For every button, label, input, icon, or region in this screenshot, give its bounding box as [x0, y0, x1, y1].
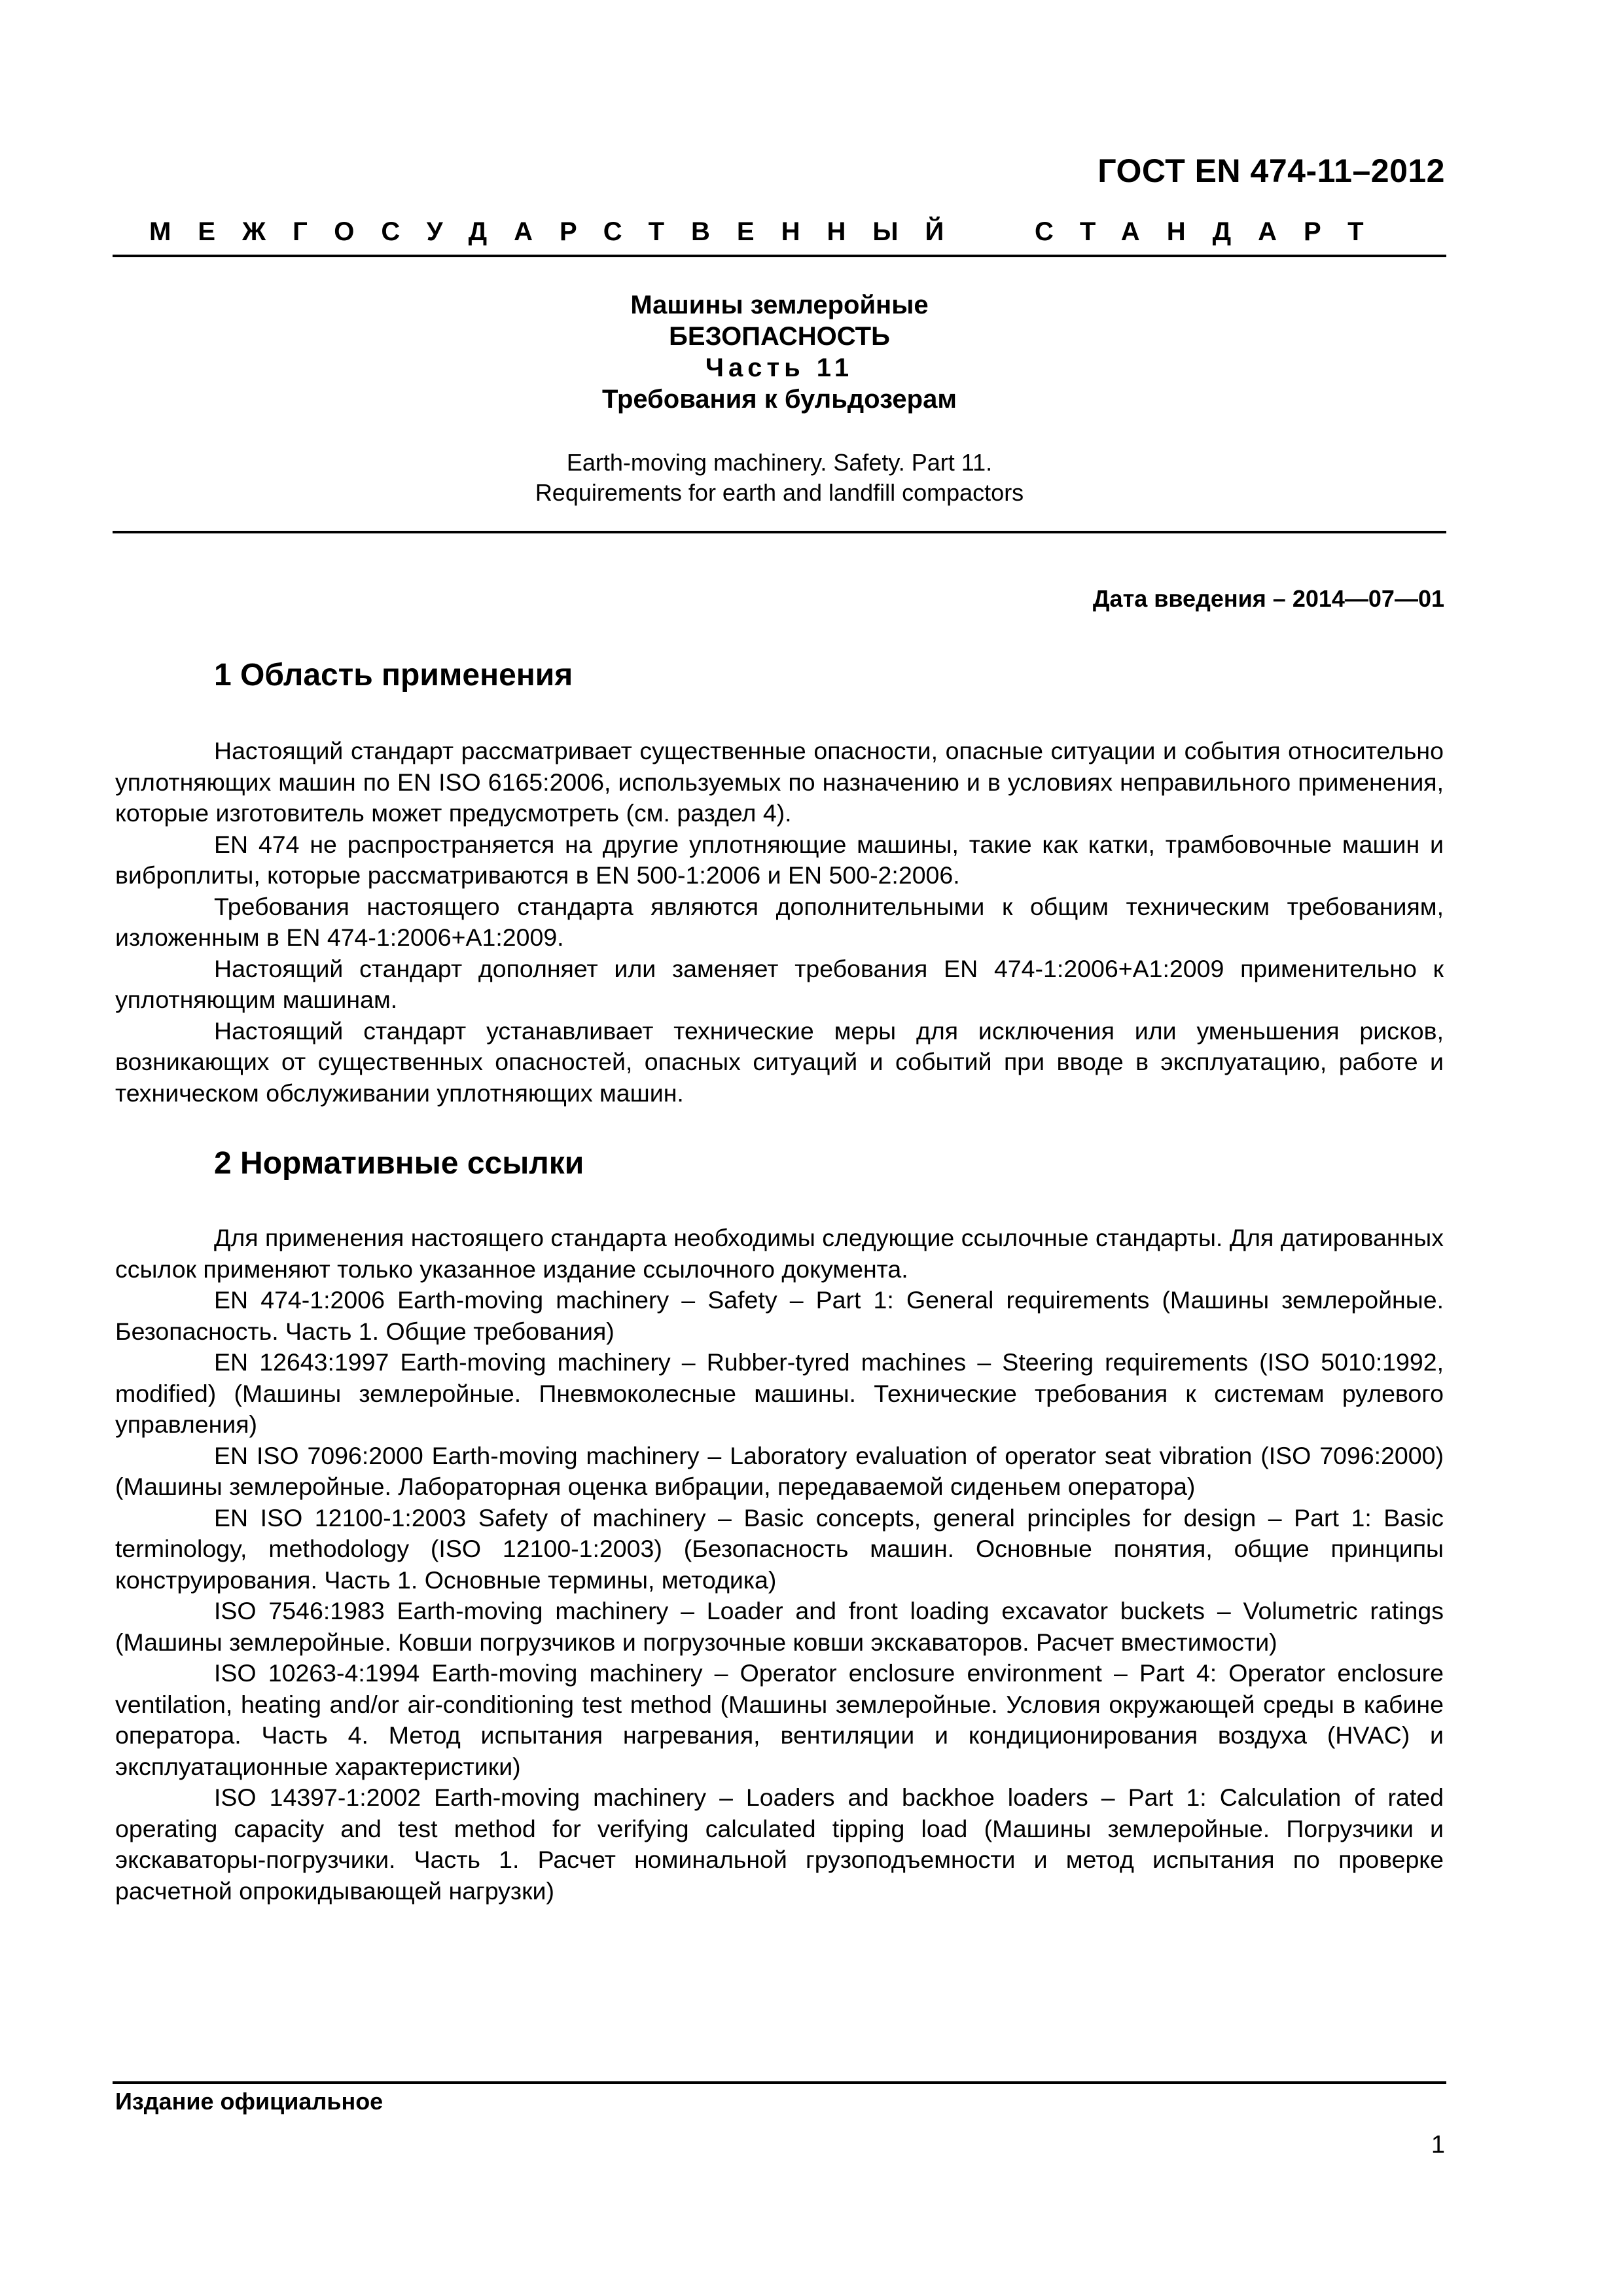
section-1-paragraph: Требования настоящего стандарта являются дополнительными к общим техническим требованиям, изложенным в EN 474-1:2006+A1:2009. — [115, 892, 1444, 951]
title-block — [113, 289, 1446, 508]
reference-item: ISO 7546:1983 Earth-moving machinery – Loader and front loading excavator buckets – Volumetric ratings (Машины землеройные. Ковши погрузчиков и погрузочные ковши экскаваторов. Расчет вместимости) — [115, 1597, 1444, 1656]
english-title-line-2: Requirements for earth and landfill compactors — [535, 479, 1024, 506]
title-line-4: Требования к бульдозерам — [602, 385, 957, 414]
section-2-paragraph: Для применения настоящего стандарта необходимы следующие ссылочные стандарты. Для датированных ссылок применяют только указанное издание ссылочного документа. — [115, 1224, 1444, 1283]
header-rule — [113, 255, 1446, 257]
reference-item: ISO 10263-4:1994 Earth-moving machinery – Operator enclosure environment – Part 4: Operator enclosure ventilation, heating and/or air-conditioning test method (Машины землеройные. Условия окружающей среды в кабине оператора. Часть 4. Метод испытания нагревания, вентиляции и кондиционирования воздуха (HVAC) и эксплуатационные характеристики) — [115, 1659, 1444, 1780]
section-1-paragraph: Настоящий стандарт дополняет или заменяет требования EN 474-1:2006+A1:2009 применительно к уплотняющим машинам. — [115, 954, 1444, 1013]
footer-rule — [113, 2081, 1446, 2084]
reference-item: ISO 14397-1:2002 Earth-moving machinery – Loaders and backhoe loaders – Part 1: Calculation of rated operating capacity and test method for verifying calculated tipping load (Машины землеройные. Погрузчики и экскаваторы-погрузчики. Часть 1. Расчет номинальной грузоподъемности и метод испытания по проверке расчетной опрокидывающей нагрузки) — [115, 1784, 1444, 1905]
title-line-1: Машины землеройные — [630, 291, 929, 319]
edition-label: Издание официальное — [115, 2088, 383, 2115]
section-1-paragraph: Настоящий стандарт рассматривает существенные опасности, опасные ситуации и события относительно уплотняющих машин по EN ISO 6165:2006, используемых по назначению и в условиях неправильного применения, которые изготовитель может предусмотреть (см. раздел 4). — [115, 737, 1444, 827]
title-rule — [113, 531, 1446, 533]
reference-item: EN ISO 7096:2000 Earth-moving machinery – Laboratory evaluation of operator seat vibration (ISO 7096:2000) (Машины землеройные. Лабораторная оценка вибрации, передаваемой сиденьем оператора) — [115, 1441, 1444, 1500]
section-1-heading: 1 Область применения — [214, 658, 573, 692]
page-number: 1 — [1431, 2131, 1445, 2159]
english-title-line-1: Earth-moving machinery. Safety. Part 11. — [566, 449, 993, 476]
section-1-paragraph: EN 474 не распространяется на другие уплотняющие машины, такие как катки, трамбовочные машин и виброплиты, которые рассматриваются в EN 500-1:2006 и EN 500-2:2006. — [115, 830, 1444, 889]
title-line-3: Часть 11 — [705, 353, 854, 382]
section-2-heading: 2 Нормативные ссылки — [214, 1146, 584, 1181]
title-line-2: БЕЗОПАСНОСТЬ — [669, 322, 890, 351]
intro-date: Дата введения – 2014—07—01 — [1092, 585, 1444, 612]
standard-kind-word-1: МЕЖГОСУДАРСТВЕННЫЙ — [149, 217, 971, 246]
reference-item: EN ISO 12100-1:2003 Safety of machinery – Basic concepts, general principles for design – Part 1: Basic terminology, methodology (ISO 12100-1:2003) (Безопасность машин. Основные понятия, общие принципы конструирования. Часть 1. Основные термины, методика) — [115, 1503, 1444, 1594]
reference-item: EN 12643:1997 Earth-moving machinery – Rubber-tyred machines – Steering requirements (ISO 5010:1992, modified) (Машины землеройные. Пневмоколесные машины. Технические требования к системам рулевого управления) — [115, 1348, 1444, 1438]
reference-item: EN 474-1:2006 Earth-moving machinery – Safety – Part 1: General requirements (Машины землеройные. Безопасность. Часть 1. Общие требования) — [115, 1286, 1444, 1345]
document-body — [115, 657, 1444, 1907]
section-1-paragraph: Настоящий стандарт устанавливает технические меры для исключения или уменьшения рисков, возникающих от существенных опасностей, опасных ситуаций и событий при вводе в эксплуатацию, работе и техническом обслуживании уплотняющих машин. — [115, 1016, 1444, 1107]
standard-kind-word-2: СТАНДАРТ — [1035, 217, 1391, 246]
standard-number: ГОСТ EN 474-11–2012 — [1097, 152, 1445, 189]
